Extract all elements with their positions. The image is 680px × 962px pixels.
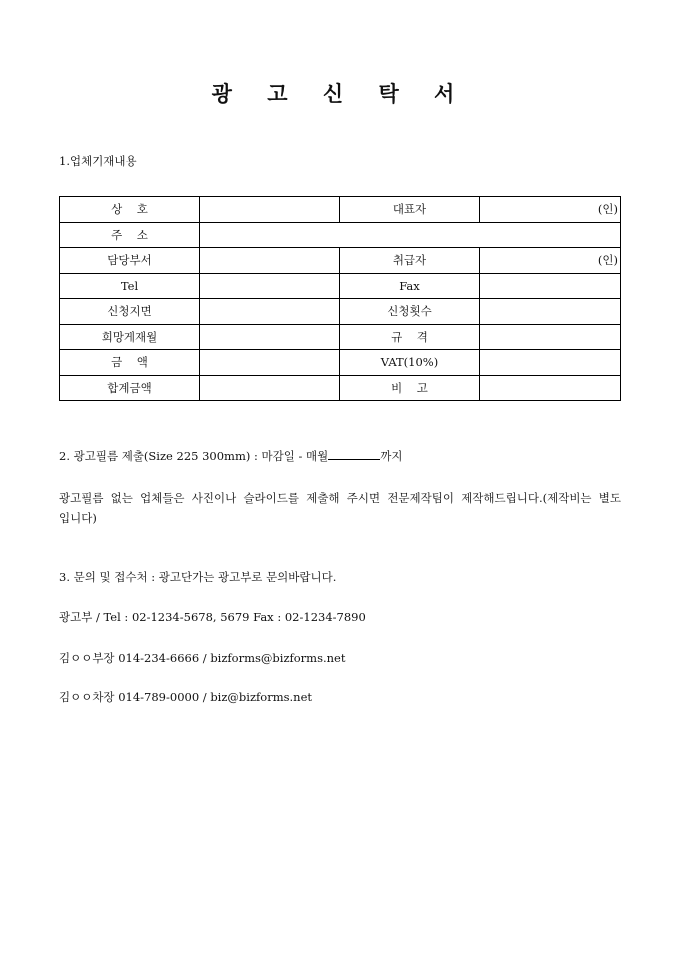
contact-dept: 광고부 / Tel : 02-1234-5678, 5679 Fax : 02-1234-7890 <box>59 610 366 624</box>
total-field[interactable] <box>200 375 340 401</box>
fax-field[interactable] <box>480 273 621 299</box>
label-total: 합계금액 <box>60 375 200 401</box>
address-field[interactable] <box>200 222 621 248</box>
company-info-table <box>59 196 621 401</box>
contact-person-1: 김ㅇㅇ부장 014-234-6666 / bizforms@bizforms.net <box>59 651 346 665</box>
label-address: 주 소 <box>60 222 200 248</box>
table-row <box>60 248 621 274</box>
table-row <box>60 222 621 248</box>
amount-field[interactable] <box>200 350 340 376</box>
label-count: 신청횟수 <box>340 299 480 325</box>
label-page: 신청지면 <box>60 299 200 325</box>
section3-heading: 3. 문의 및 접수처 : 광고단가는 광고부로 문의바랍니다. <box>59 570 337 584</box>
label-amount: 금 액 <box>60 350 200 376</box>
section2-paragraph: 광고필름 없는 업체들은 사진이나 슬라이드를 제출해 주시면 전문제작팀이 제작해드립니다.(제작비는 별도 입니다) <box>59 491 621 525</box>
department-field[interactable] <box>200 248 340 274</box>
count-field[interactable] <box>480 299 621 325</box>
table-row <box>60 197 621 223</box>
tel-field[interactable] <box>200 273 340 299</box>
table-row <box>60 299 621 325</box>
label-representative: 대표자 <box>340 197 480 223</box>
label-vat: VAT(10%) <box>340 350 480 376</box>
section2-heading <box>59 448 403 464</box>
table-row <box>60 350 621 376</box>
representative-field[interactable]: (인) <box>480 197 621 223</box>
label-handler: 취급자 <box>340 248 480 274</box>
table-row <box>60 324 621 350</box>
table-row <box>60 375 621 401</box>
section1-heading: 1.업체기재내용 <box>59 154 137 168</box>
table-row <box>60 273 621 299</box>
section2-heading-suffix: 까지 <box>380 449 403 463</box>
document-title: 광 고 신 탁 서 <box>211 81 469 106</box>
remarks-field[interactable] <box>480 375 621 401</box>
handler-field[interactable]: (인) <box>480 248 621 274</box>
page-field[interactable] <box>200 299 340 325</box>
label-company-name: 상 호 <box>60 197 200 223</box>
month-field[interactable] <box>200 324 340 350</box>
deadline-blank[interactable] <box>328 449 380 460</box>
section2-heading-text: 2. 광고필름 제출(Size 225 300mm) : 마감일 - 매월 <box>59 449 329 463</box>
contact-person-2: 김ㅇㅇ차장 014-789-0000 / biz@bizforms.net <box>59 690 312 704</box>
label-tel: Tel <box>60 273 200 299</box>
label-remarks: 비 고 <box>340 375 480 401</box>
size-field[interactable] <box>480 324 621 350</box>
label-fax: Fax <box>340 273 480 299</box>
label-month: 희망게재월 <box>60 324 200 350</box>
company-name-field[interactable] <box>200 197 340 223</box>
label-department: 담당부서 <box>60 248 200 274</box>
label-size: 규 격 <box>340 324 480 350</box>
vat-field[interactable] <box>480 350 621 376</box>
